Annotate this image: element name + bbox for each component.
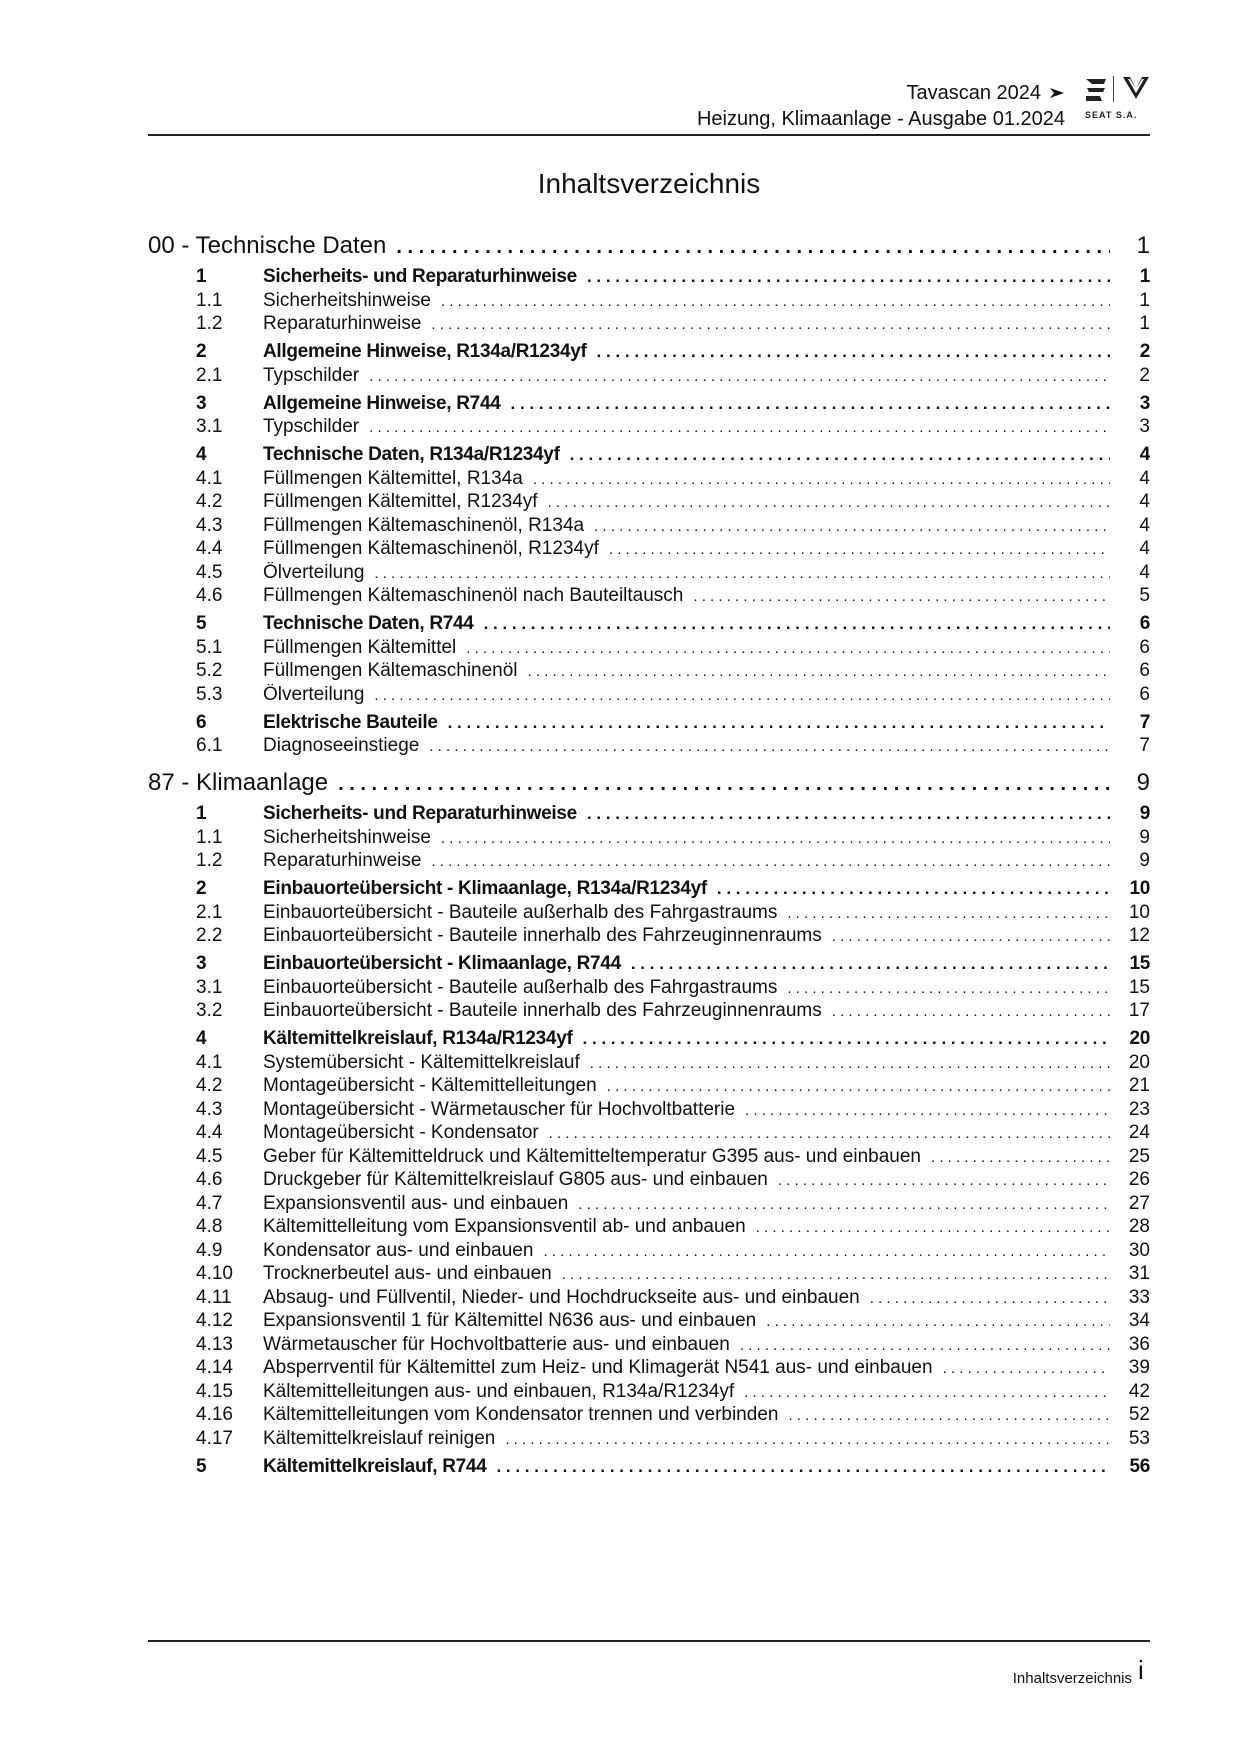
- toc-page-number: 5: [1139, 585, 1150, 606]
- toc-page-number: 52: [1128, 1404, 1150, 1425]
- toc-entry-number: 4.15: [196, 1380, 233, 1402]
- toc-section-row[interactable]: [148, 444, 1150, 466]
- header: [697, 80, 1065, 132]
- toc-sub-row[interactable]: [148, 1240, 1150, 1262]
- toc-sub-row[interactable]: [148, 416, 1150, 438]
- toc-entry-number: 2.2: [196, 925, 223, 946]
- toc-entry-number: 6: [196, 711, 207, 733]
- toc-entry-title: Absperrventil für Kältemittel zum Heiz- und Klimagerät N541 aus- und einbauen: [263, 1357, 933, 1378]
- header-model-line: [697, 80, 1065, 106]
- toc-dot-leader: [777, 980, 1110, 997]
- toc-section-row[interactable]: [148, 1028, 1150, 1050]
- toc-entry-title: Expansionsventil aus- und einbauen: [263, 1192, 569, 1214]
- toc-entry-number: 1.2: [196, 313, 223, 334]
- toc-entry-title: Füllmengen Kältemaschinenöl: [263, 660, 518, 681]
- toc-page-number: 25: [1128, 1145, 1150, 1167]
- toc-entry-title: Absaug- und Füllventil, Nieder- und Hochdruckseite aus- und einbauen: [263, 1286, 860, 1308]
- footer-divider: [148, 1640, 1150, 1642]
- toc-sub-row[interactable]: [148, 977, 1150, 999]
- toc-dot-leader: [587, 342, 1110, 362]
- toc-entry-number: 2.1: [196, 364, 223, 386]
- toc-sub-row[interactable]: [148, 1193, 1150, 1215]
- toc-dot-leader: [421, 316, 1110, 333]
- toc-page-number: 4: [1139, 491, 1150, 512]
- toc-page-number: 9: [1139, 803, 1150, 824]
- toc-entry-number: 5.2: [196, 660, 223, 681]
- toc-dot-leader: [560, 445, 1110, 465]
- toc-page-number: 7: [1139, 735, 1150, 756]
- toc-dot-leader: [501, 394, 1111, 414]
- toc-section-row[interactable]: [148, 266, 1150, 288]
- toc-sub-row[interactable]: [148, 684, 1150, 706]
- toc-sub-row[interactable]: [148, 827, 1150, 849]
- toc-entry-number: 4.1: [196, 1051, 223, 1073]
- footer-page-number: i: [1138, 1655, 1144, 1685]
- toc-entry-title: Montageübersicht - Wärmetauscher für Hochvoltbatterie: [263, 1098, 736, 1120]
- toc-dot-leader: [621, 954, 1110, 974]
- toc-entry-title: Kondensator aus- und einbauen: [263, 1239, 534, 1261]
- toc-page-number: 56: [1129, 1455, 1150, 1477]
- toc-entry-title: Füllmengen Kältemittel, R1234yf: [263, 491, 538, 512]
- toc-entry-number: 4.3: [196, 1098, 223, 1120]
- toc-dot-leader: [584, 518, 1110, 535]
- toc-entry-title: Füllmengen Kältemaschinenöl, R1234yf: [263, 538, 599, 559]
- toc-entry-title: Einbauorteübersicht - Klimaanlage, R134a/R1234yf: [263, 878, 707, 899]
- toc-entry-number: 4.6: [196, 1169, 223, 1190]
- toc-entry-number: 4.8: [196, 1216, 223, 1237]
- toc-sub-row[interactable]: [148, 491, 1150, 513]
- toc-dot-leader: [933, 1360, 1110, 1377]
- toc-entry-title: Sicherheitshinweise: [263, 826, 431, 848]
- toc-page-number: 15: [1129, 953, 1150, 974]
- toc-section-row[interactable]: [148, 878, 1150, 900]
- toc-entry-number: 5.3: [196, 683, 223, 705]
- header-model: Tavascan 2024: [906, 82, 1041, 104]
- toc-dot-leader: [495, 1431, 1110, 1448]
- toc-page-number: 2: [1139, 341, 1150, 362]
- toc-dot-leader: [419, 738, 1110, 755]
- toc-entry-number: 3.1: [196, 416, 223, 437]
- toc-sub-row[interactable]: [148, 562, 1150, 584]
- toc-page-number: 1: [1136, 232, 1150, 259]
- toc-page-number: 6: [1139, 636, 1150, 658]
- toc-entry-title: Technische Daten, R744: [263, 613, 474, 634]
- toc-dot-leader: [552, 1266, 1110, 1283]
- toc-entry-number: 4.1: [196, 467, 223, 489]
- toc-dot-leader: [359, 419, 1110, 436]
- toc-entry-number: 4: [196, 444, 207, 465]
- toc-entry-title: Füllmengen Kältemaschinenöl nach Bauteiltausch: [263, 585, 684, 606]
- toc-entry-title: 87 - Klimaanlage: [148, 769, 329, 796]
- toc-page-number: 6: [1139, 683, 1150, 705]
- toc-entry-title: Kältemittelleitungen vom Kondensator trennen und verbinden: [263, 1404, 779, 1425]
- toc-entry-number: 4.9: [196, 1239, 223, 1261]
- toc-entry-number: 5: [196, 1455, 207, 1477]
- toc-dot-leader: [756, 1313, 1110, 1330]
- toc-entry-number: 3: [196, 953, 207, 974]
- toc-dot-leader: [746, 1219, 1110, 1236]
- toc-entry-title: Sicherheitshinweise: [263, 289, 431, 311]
- toc-entry-title: Trocknerbeutel aus- und einbauen: [263, 1263, 552, 1284]
- toc-chapter-row[interactable]: [148, 769, 1150, 797]
- toc-chapter-row[interactable]: [148, 232, 1150, 260]
- toc-dot-leader: [597, 1078, 1110, 1095]
- toc-page-number: 20: [1129, 1028, 1150, 1049]
- toc-dot-leader: [568, 1196, 1110, 1213]
- toc-page-number: 4: [1139, 538, 1150, 559]
- toc-page-number: 3: [1139, 416, 1150, 437]
- toc-entry-title: Einbauorteübersicht - Klimaanlage, R744: [263, 953, 621, 974]
- toc-entry-title: Typschilder: [263, 364, 360, 386]
- toc-entry-number: 4.4: [196, 538, 223, 559]
- toc-entry-title: Sicherheits- und Reparaturhinweise: [263, 266, 577, 287]
- toc-page-number: 26: [1128, 1169, 1150, 1190]
- toc-entry-number: 1: [196, 803, 207, 824]
- toc-entry-title: Reparaturhinweise: [263, 850, 422, 871]
- toc-dot-leader: [707, 879, 1110, 899]
- toc-page-number: 27: [1128, 1192, 1150, 1214]
- toc-dot-leader: [421, 853, 1110, 870]
- toc-entry-number: 4.17: [196, 1427, 233, 1449]
- toc-dot-leader: [431, 830, 1110, 847]
- toc-page-number: 10: [1128, 901, 1150, 923]
- toc-entry-title: Allgemeine Hinweise, R134a/R1234yf: [263, 341, 587, 362]
- toc-dot-leader: [386, 236, 1110, 259]
- toc-section-row[interactable]: [148, 1456, 1150, 1478]
- toc-page-number: 53: [1128, 1427, 1150, 1449]
- toc-entry-title: Füllmengen Kältemaschinenöl, R134a: [263, 514, 585, 536]
- toc-dot-leader: [860, 1290, 1110, 1307]
- arrow-right-icon: [1049, 85, 1065, 101]
- toc-dot-leader: [456, 640, 1110, 657]
- toc-page-number: 1: [1139, 266, 1150, 287]
- toc-entry-number: 3.1: [196, 976, 223, 998]
- toc-page-number: 39: [1128, 1357, 1150, 1378]
- header-subtitle: Heizung, Klimaanlage - Ausgabe 01.2024: [696, 108, 1065, 130]
- toc-dot-leader: [778, 1407, 1110, 1424]
- toc-entry-title: Reparaturhinweise: [263, 313, 422, 334]
- toc-sub-row[interactable]: [148, 902, 1150, 924]
- toc-sub-row[interactable]: [148, 1357, 1150, 1379]
- toc-page-number: 3: [1139, 392, 1150, 414]
- toc-section-row[interactable]: [148, 953, 1150, 975]
- toc-sub-row[interactable]: [148, 1404, 1150, 1426]
- toc-page-number: 4: [1139, 444, 1150, 465]
- toc-sub-row[interactable]: [148, 1310, 1150, 1332]
- toc-dot-leader: [822, 928, 1110, 945]
- toc-sub-row[interactable]: [148, 660, 1150, 682]
- toc-entry-number: 2: [196, 878, 207, 899]
- toc-entry-number: 3.2: [196, 1000, 223, 1021]
- toc-page-number: 1: [1139, 313, 1150, 334]
- toc-sub-row[interactable]: [148, 1263, 1150, 1285]
- toc-page-number: 7: [1139, 711, 1150, 733]
- toc-entry-number: 4.2: [196, 1075, 223, 1096]
- toc-entry-number: 3: [196, 392, 207, 414]
- toc-dot-leader: [683, 588, 1110, 605]
- toc-entry-number: 1.1: [196, 826, 223, 848]
- toc-entry-number: 4.5: [196, 561, 223, 583]
- toc-entry-title: Systemübersicht - Kältemittelkreislauf: [263, 1051, 580, 1073]
- toc-dot-leader: [431, 293, 1110, 310]
- toc-entry-title: Kältemittelkreislauf, R744: [263, 1455, 487, 1477]
- toc-sub-row[interactable]: [148, 1000, 1150, 1022]
- toc-entry-title: Typschilder: [263, 416, 360, 437]
- toc-entry-number: 6.1: [196, 735, 223, 756]
- toc-sub-row[interactable]: [148, 313, 1150, 335]
- toc-section-row[interactable]: [148, 393, 1150, 415]
- toc-sub-row[interactable]: [148, 637, 1150, 659]
- toc-sub-row[interactable]: [148, 1334, 1150, 1356]
- toc-entry-title: Kältemittelkreislauf, R134a/R1234yf: [263, 1028, 573, 1049]
- toc-dot-leader: [359, 368, 1110, 385]
- toc-dot-leader: [777, 905, 1110, 922]
- toc-sub-row[interactable]: [148, 925, 1150, 947]
- toc-dot-leader: [539, 1125, 1110, 1142]
- toc-page-number: 42: [1128, 1380, 1150, 1402]
- toc-page-number: 23: [1128, 1098, 1150, 1120]
- toc-entry-title: Allgemeine Hinweise, R744: [263, 392, 501, 414]
- toc-dot-leader: [768, 1172, 1110, 1189]
- toc-dot-leader: [523, 471, 1110, 488]
- toc-entry-title: Montageübersicht - Kondensator: [263, 1122, 539, 1143]
- toc-sub-row[interactable]: [148, 1381, 1150, 1403]
- toc-entry-title: Montageübersicht - Kältemittelleitungen: [263, 1075, 597, 1096]
- toc-sub-row[interactable]: [148, 1122, 1150, 1144]
- seat-logo-icon: [1083, 76, 1109, 104]
- toc-entry-number: 1.2: [196, 850, 223, 871]
- toc-dot-leader: [573, 1029, 1111, 1049]
- toc-entry-number: 4.16: [196, 1404, 233, 1425]
- toc-dot-leader: [735, 1102, 1110, 1119]
- toc-entry-number: 5: [196, 613, 207, 634]
- toc-entry-number: 1: [196, 266, 207, 287]
- toc-section-row[interactable]: [148, 803, 1150, 825]
- toc-entry-title: Einbauorteübersicht - Bauteile innerhalb des Fahrzeuginnenraums: [263, 1000, 822, 1021]
- toc-dot-leader: [533, 1243, 1110, 1260]
- toc-dot-leader: [599, 541, 1110, 558]
- toc-dot-leader: [538, 494, 1110, 511]
- toc-entry-title: Sicherheits- und Reparaturhinweise: [263, 803, 577, 824]
- toc-entry-number: 4.10: [196, 1263, 233, 1284]
- toc-page-number: 6: [1139, 660, 1150, 681]
- toc-entry-number: 1.1: [196, 289, 223, 311]
- toc-entry-number: 4: [196, 1028, 207, 1049]
- toc-entry-number: 2: [196, 341, 207, 362]
- toc-page-number: 20: [1128, 1051, 1150, 1073]
- toc-sub-row[interactable]: [148, 1428, 1150, 1450]
- toc-sub-row[interactable]: [148, 1216, 1150, 1238]
- toc-page-number: 9: [1136, 769, 1150, 796]
- toc-dot-leader: [438, 713, 1110, 733]
- toc-entry-title: Diagnoseeinstiege: [263, 735, 420, 756]
- toc-entry-number: 4.5: [196, 1145, 223, 1167]
- toc-entry-title: Füllmengen Kältemittel: [263, 636, 457, 658]
- toc-page-number: 10: [1129, 878, 1150, 899]
- toc-entry-number: 4.6: [196, 585, 223, 606]
- toc-entry-number: 4.13: [196, 1333, 233, 1355]
- toc-sub-row[interactable]: [148, 1287, 1150, 1309]
- toc-sub-row[interactable]: [148, 1099, 1150, 1121]
- toc-entry-number: 4.3: [196, 514, 223, 536]
- toc-dot-leader: [822, 1003, 1110, 1020]
- toc-page-number: 15: [1128, 976, 1150, 998]
- toc-entry-title: Wärmetauscher für Hochvoltbatterie aus- und einbauen: [263, 1333, 730, 1355]
- toc-entry-number: 4.14: [196, 1357, 233, 1378]
- toc-dot-leader: [734, 1384, 1110, 1401]
- toc-entry-number: 4.7: [196, 1192, 223, 1214]
- toc-page-number: 34: [1128, 1310, 1150, 1331]
- toc-sub-row[interactable]: [148, 538, 1150, 560]
- page-title: Inhaltsverzeichnis: [537, 168, 761, 199]
- toc-sub-row[interactable]: [148, 1146, 1150, 1168]
- toc-entry-number: 5.1: [196, 636, 223, 658]
- toc-sub-row[interactable]: [148, 290, 1150, 312]
- toc-page-number: 2: [1139, 364, 1150, 386]
- toc-page-number: 28: [1128, 1216, 1150, 1237]
- toc-page-number: 24: [1128, 1122, 1150, 1143]
- toc-page-number: 17: [1128, 1000, 1150, 1021]
- toc-section-row[interactable]: [148, 341, 1150, 363]
- header-divider: [148, 134, 1150, 136]
- toc-sub-row[interactable]: [148, 1169, 1150, 1191]
- brand-name: SEAT S.A.: [1085, 110, 1138, 120]
- toc-sub-row[interactable]: [148, 515, 1150, 537]
- toc-entry-title: Geber für Kältemitteldruck und Kältemitteltemperatur G395 aus- und einbauen: [263, 1145, 921, 1167]
- toc-page-number: 4: [1139, 561, 1150, 583]
- toc-dot-leader: [577, 804, 1110, 824]
- toc-sub-row[interactable]: [148, 1075, 1150, 1097]
- toc-page-number: 1: [1139, 289, 1150, 311]
- toc-entry-title: Kältemittelleitung vom Expansionsventil ab- und anbauen: [263, 1216, 746, 1237]
- toc-dot-leader: [518, 663, 1110, 680]
- toc-entry-number: 2.1: [196, 901, 223, 923]
- toc-entry-title: Einbauorteübersicht - Bauteile innerhalb des Fahrzeuginnenraums: [263, 925, 822, 946]
- toc-dot-leader: [364, 687, 1110, 704]
- toc-page-number: 4: [1139, 467, 1150, 489]
- toc-dot-leader: [486, 1457, 1110, 1477]
- toc-entry-title: Einbauorteübersicht - Bauteile außerhalb des Fahrgastraums: [263, 901, 778, 923]
- toc-page-number: 30: [1128, 1239, 1150, 1261]
- toc-page-number: 9: [1139, 850, 1150, 871]
- toc-dot-leader: [580, 1055, 1110, 1072]
- footer-label: Inhaltsverzeichnis: [1012, 1670, 1132, 1687]
- brand-logo: [1083, 74, 1153, 124]
- toc-entry-title: Kältemittelleitungen aus- und einbauen, R134a/R1234yf: [263, 1380, 735, 1402]
- toc-dot-leader: [364, 565, 1110, 582]
- toc-entry-title: Elektrische Bauteile: [263, 711, 438, 733]
- toc-dot-leader: [474, 614, 1110, 634]
- toc-entry-title: Technische Daten, R134a/R1234yf: [263, 444, 560, 465]
- toc-sub-row[interactable]: [148, 1052, 1150, 1074]
- toc-entry-number: 4.4: [196, 1122, 223, 1143]
- toc-entry-title: Ölverteilung: [263, 683, 365, 705]
- toc-dot-leader: [328, 773, 1110, 796]
- toc-page-number: 4: [1139, 514, 1150, 536]
- toc-entry-number: 4.12: [196, 1310, 233, 1331]
- toc-section-row[interactable]: [148, 712, 1150, 734]
- toc-entry-number: 4.2: [196, 491, 223, 512]
- toc-sub-row[interactable]: [148, 365, 1150, 387]
- toc-entry-title: 00 - Technische Daten: [148, 232, 387, 259]
- toc-entry-title: Ölverteilung: [263, 561, 365, 583]
- toc-page-number: 33: [1128, 1286, 1150, 1308]
- toc-sub-row[interactable]: [148, 468, 1150, 490]
- toc-entry-title: Einbauorteübersicht - Bauteile außerhalb des Fahrgastraums: [263, 976, 778, 998]
- toc-entry-title: Druckgeber für Kältemittelkreislauf G805 aus- und einbauen: [263, 1169, 768, 1190]
- toc-sub-row[interactable]: [148, 735, 1150, 757]
- toc-sub-row[interactable]: [148, 585, 1150, 607]
- toc-dot-leader: [921, 1149, 1110, 1166]
- toc-page-number: 31: [1128, 1263, 1150, 1284]
- toc-page-number: 6: [1139, 613, 1150, 634]
- toc-page-number: 21: [1128, 1075, 1150, 1096]
- toc-page-number: 12: [1128, 925, 1150, 946]
- toc-page-number: 36: [1128, 1333, 1150, 1355]
- logo-divider: [1113, 76, 1114, 102]
- toc-section-row[interactable]: [148, 613, 1150, 635]
- toc-dot-leader: [730, 1337, 1110, 1354]
- toc-entry-title: Expansionsventil 1 für Kältemittel N636 aus- und einbauen: [263, 1310, 757, 1331]
- toc-sub-row[interactable]: [148, 850, 1150, 872]
- cupra-logo-icon: [1121, 74, 1151, 102]
- toc-page-number: 9: [1139, 826, 1150, 848]
- toc-entry-title: Kältemittelkreislauf reinigen: [263, 1427, 496, 1449]
- toc-entry-title: Füllmengen Kältemittel, R134a: [263, 467, 523, 489]
- toc-entry-number: 4.11: [196, 1286, 232, 1308]
- toc-dot-leader: [577, 267, 1110, 287]
